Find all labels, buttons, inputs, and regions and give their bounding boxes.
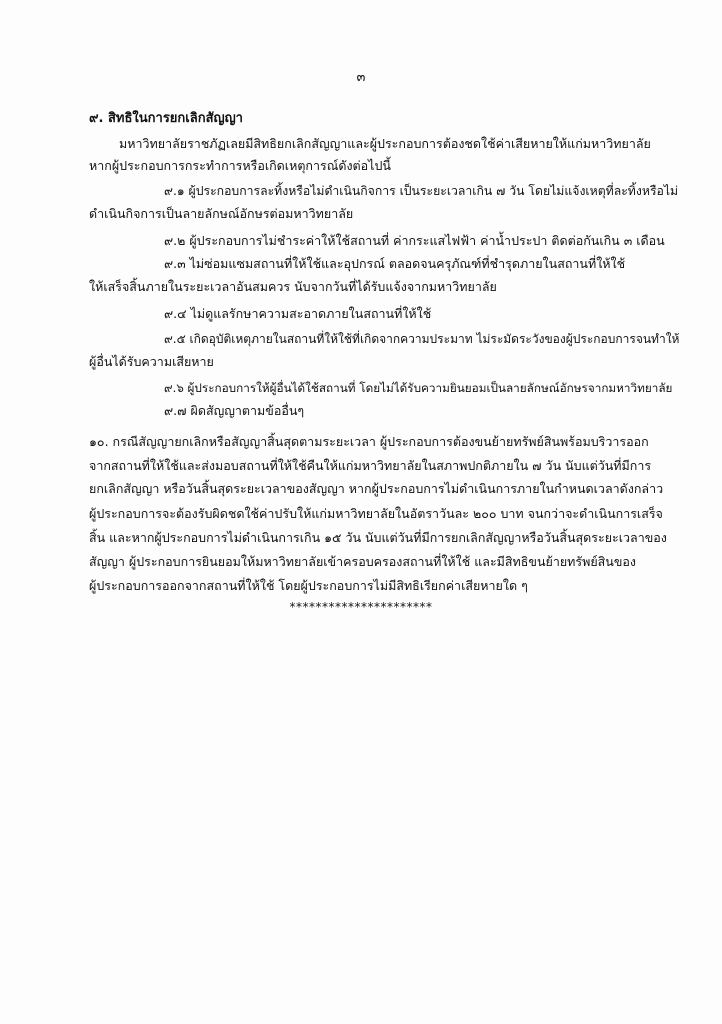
list-item-9-4: ๙.๔ ไม่ดูแลรักษาความสะอาดภายในสถานที่ให้ใช้ [164,306,432,321]
list-item-9-1: ๙.๑ ผู้ประกอบการละทิ้งหรือไม่ดำเนินกิจการ เป็นระยะเวลาเกิน ๗ วัน โดยไม่แจ้งเหตุที่ละทิ้งหรือไม่ [164,184,679,198]
end-of-document-divider: ********************** [289,600,433,614]
section-10-line: ผู้ประกอบการออกจากสถานที่ให้ใช้ โดยผู้ประกอบการไม่มีสิทธิเรียกค่าเสียหายใด ๆ [89,578,528,593]
section-10-line: สิ้น และหากผู้ประกอบการไม่ดำเนินการเกิน ๑๕ วัน นับแต่วันที่มีการยกเลิกสัญญาหรือวันสิ้นสุดระยะเวลาของ [89,530,667,545]
paragraph-line: หากผู้ประกอบการกระทำการหรือเกิดเหตุการณ์ดังต่อไปนี้ [89,158,391,173]
list-item-9-5: ๙.๕ เกิดอุบัติเหตุภายในสถานที่ให้ใช้ที่เกิดจากความประมาท ไม่ระมัดระวังของผู้ประกอบการจนทำให้ [164,332,680,346]
section-10-line: ยกเลิกสัญญา หรือวันสิ้นสุดระยะเวลาของสัญญา หากผู้ประกอบการไม่ดำเนินการภายในกำหนดเวลาดังกล่าว [89,481,664,496]
list-item-9-3-continued: ให้เสร็จสิ้นภายในระยะเวลาอันสมควร นับจากวันที่ได้รับแจ้งจากมหาวิทยาลัย [89,279,497,294]
list-item-9-6: ๙.๖ ผู้ประกอบการให้ผู้อื่นได้ใช้สถานที่ โดยไม่ได้รับความยินยอมเป็นลายลักษณ์อักษรจากมหาวิทยาลัย [164,381,673,395]
section-10-line: สัญญา ผู้ประกอบการยินยอมให้มหาวิทยาลัยเข้าครอบครองสถานที่ให้ใช้ และมีสิทธิขนย้ายทรัพย์สินของ [89,554,637,569]
paragraph-line: มหาวิทยาลัยราชภัฏเลยมีสิทธิยกเลิกสัญญาและผู้ประกอบการต้องชดใช้ค่าเสียหายให้แก่มหาวิทยาลัย [119,136,651,151]
list-item-9-5-continued: ผู้อื่นได้รับความเสียหาย [89,354,214,369]
list-item-9-3: ๙.๓ ไม่ซ่อมแซมสถานที่ให้ใช้และอุปกรณ์ ตลอดจนครุภัณฑ์ที่ชำรุดภายในสถานที่ให้ใช้ [164,256,626,271]
list-item-9-1-continued: ดำเนินกิจการเป็นลายลักษณ์อักษรต่อมหาวิทยาลัย [89,206,354,221]
section-heading-cancellation-rights: ๙. สิทธิในการยกเลิกสัญญา [89,111,243,126]
section-10-line: จากสถานที่ให้ใช้และส่งมอบสถานที่ให้ใช้คืนให้แก่มหาวิทยาลัยในสภาพปกติภายใน ๗ วัน นับแต่วันที่มีการ [89,458,652,473]
list-item-9-2: ๙.๒ ผู้ประกอบการไม่ชำระค่าให้ใช้สถานที่ ค่ากระแสไฟฟ้า ค่าน้ำประปา ติดต่อกันเกิน ๓ เดือน [164,233,665,248]
list-item-9-7: ๙.๗ ผิดสัญญาตามข้ออื่นๆ [164,403,305,418]
page-number: ๓ [356,70,366,85]
section-10-line: ผู้ประกอบการจะต้องรับผิดชดใช้ค่าปรับให้แก่มหาวิทยาลัยในอัตราวันละ ๒๐๐ บาท จนกว่าจะดำเนินการเสร็จ [89,506,663,521]
section-10-line: ๑๐. กรณีสัญญายกเลิกหรือสัญญาสิ้นสุดตามระยะเวลา ผู้ประกอบการต้องขนย้ายทรัพย์สินพร้อมบริวารออก [89,434,649,449]
